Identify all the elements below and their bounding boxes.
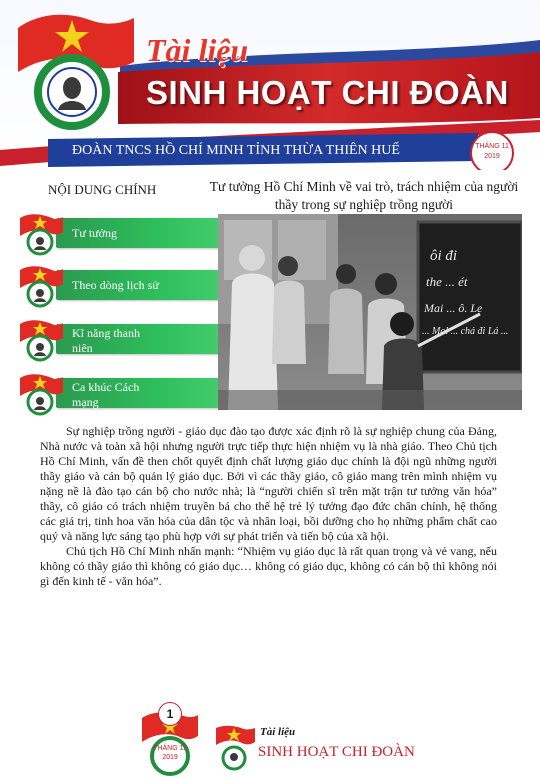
nav-item-label: Theo dòng lịch sử [72,278,159,292]
footer-issue-month: THÁNG 11 [153,745,187,752]
main-content-heading: NỘI DUNG CHÍNH [48,182,157,197]
nav-item-label: Ca khúc Cách mạng [72,380,140,409]
issue-year: 2019 [484,153,500,160]
youth-union-flag-icon [214,722,256,772]
article-paragraph: Chủ tịch Hồ Chí Minh nhấn mạnh: “Nhiệm vụ giáo dục là rất quan trọng và vẻ vang, nếu không có thầy giáo thì không có giáo dục… không có giáo dục, không có cán bộ thì không nói gì đến kinh tế - văn hóa”. [40,544,497,588]
header-main-title: SINH HOẠT CHI ĐOÀN [146,74,509,111]
page-number: 1 [158,702,182,726]
article-title: Tư tưởng Hồ Chí Minh về vai trò, trách nhiệm của người thầy trong sự nghiệp trồng người [209,179,519,212]
footer-main-title: SINH HOẠT CHI ĐOÀN [258,744,415,760]
blackboard-line: ôi đi [430,248,458,264]
youth-union-flag-icon [18,316,64,362]
youth-union-flag-icon [18,210,64,256]
nav-item-label: Tư tưởng [72,226,118,240]
nav-item-ki-nang-thanh-nien[interactable] [18,316,218,362]
blackboard-line: Mai ... ô. Le [424,301,483,315]
nav-item-tu-tuong[interactable] [18,210,218,256]
header-script-title: Tài liệu [146,32,249,68]
organization-name: ĐOÀN TNCS HỒ CHÍ MINH TỈNH THỪA THIÊN HUẾ [72,143,400,158]
article-body [40,424,497,589]
page-header [0,0,540,170]
footer-issue-date [146,744,194,762]
article-photo [218,214,522,410]
issue-month: THÁNG 11 [475,143,509,150]
youth-union-logo [10,6,138,134]
nav-item-ca-khuc-cach-mang[interactable] [18,370,218,416]
youth-union-flag-icon [18,262,64,308]
footer-script-title: Tài liệu [260,726,296,738]
issue-date-badge [470,131,514,170]
blackboard-line: the ... ét [426,274,468,289]
footer-issue-year: 2019 [162,754,178,761]
nav-item-label: Kĩ năng thanh niên [72,326,140,355]
article-paragraph: Sự nghiệp trồng người - giáo dục đào tạo được xác định rõ là sự nghiệp chung của Đảng, Nhà nước và toàn xã hội nhưng người trực tiếp thực hiện nhiệm vụ là nhà giáo. Theo Chủ tịch Hồ Chí Minh, vấn đề then chốt quyết định chất lượng giáo dục chính là đội ngũ những người thầy giáo và cán bộ quản lý giáo dục. Bởi vì các thầy giáo, cô giáo mang trên mình nhiệm vụ nặng nề là đào tạo cán bộ cho nước nhà; là “người chiến sĩ trên mặt trận tư tưởng văn hóa” thầy, cô giáo có trách nhiệm truyền bá cho thế hệ trẻ lý tưởng đạo đức chân chính, hệ thống các giá trị, tinh hoa văn hóa của dân tộc và nhân loại, bồi dưỡng cho họ những phẩm chất cao quý và năng lực sáng tạo phù hợp với sự phát triển và tiến bộ của xã hội. [40,424,497,543]
blackboard-line: ... Mol ... chá đi Lá ... [422,326,509,337]
nav-item-theo-dong-lich-su[interactable] [18,262,218,308]
youth-union-flag-icon [18,370,64,416]
